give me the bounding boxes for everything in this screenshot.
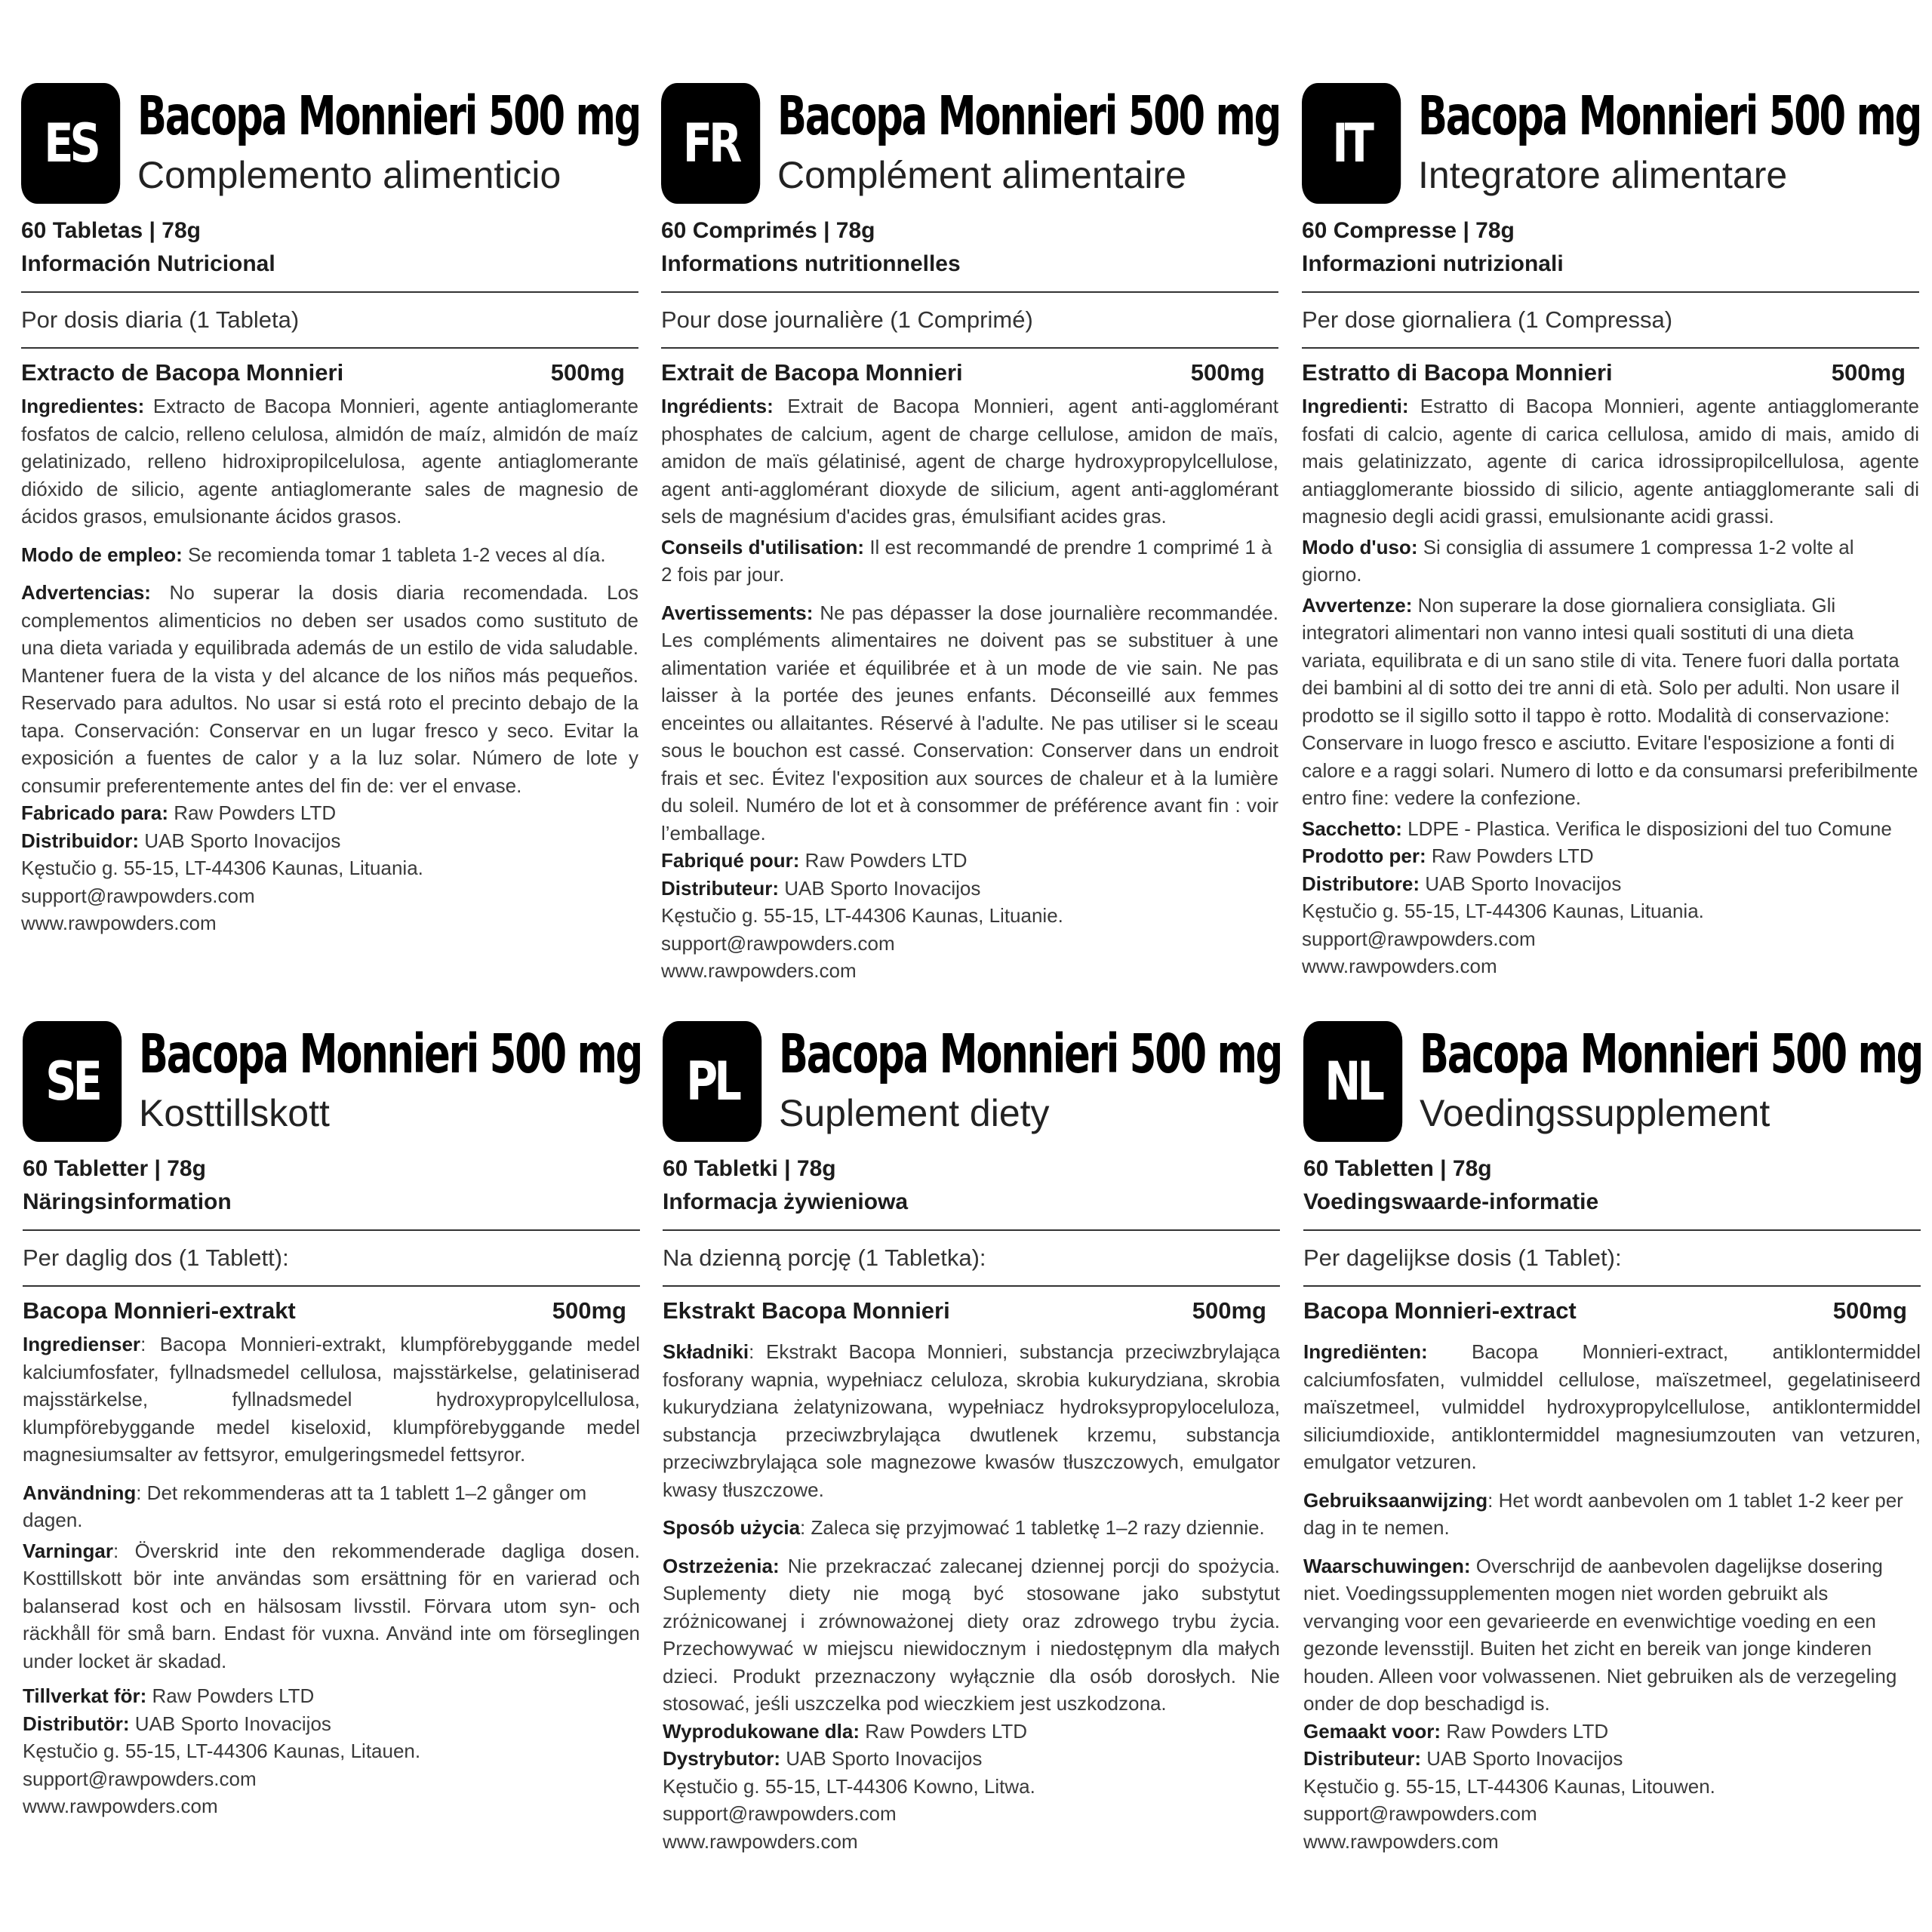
extract-row xyxy=(1303,1294,1921,1327)
nutrition-heading: Voedingswaarde-informatie xyxy=(1303,1189,1599,1214)
ingredients-text: : Ekstrakt Bacopa Monnieri, substancja przeciwzbrylająca fosforany wapnia, wypełniacz celuloza, skrobia kukurydziana, skrobia kukurydziana żelatynizowana, wypełniacz hydroksypropyloceluloza, substancja przeciwzbrylająca dwutlenek krzemu, substancja przeciwzbrylająca sole magnezowe kwasów tłuszczowych, emulgator kwasy tłuszczowe. xyxy=(663,1340,1280,1501)
extract-amount: 500mg xyxy=(1190,359,1265,386)
usage-label: Sposób użycia xyxy=(663,1516,801,1539)
divider xyxy=(661,291,1278,293)
warnings-text: : Överskrid inte den rekommenderade dagliga dosen. Kosttillskott bör inte användas som ersättning för en varierad och balanserad kost och en hälsosam livsstil. Förvara utom syn- och räckhåll för små barn. Endast för vuxna. Använd inte om förseglingen under locket är skadad. xyxy=(23,1539,640,1672)
panel-header xyxy=(23,1021,640,1143)
usage-section xyxy=(21,541,638,569)
distributor-label: Distributeur: xyxy=(1303,1747,1421,1770)
panel-header xyxy=(21,83,641,205)
warnings-text: Nie przekraczać zalecanej dziennej porcji do spożycia. Suplementy diety nie mogą być stosowane jako substytut zróżnicowanej i zrównoważonej diety oraz zdrowego trybu życia. Przechowywać w miejscu niewidocznym i niedostępnym dla małych dzieci. Produkt przeznaczony wyłącznie dla osób dorosłych. Nie stosować, jeśli uszczelka pod wieczkiem jest uszkodzona. xyxy=(663,1554,1280,1715)
product-title: Bacopa Monnieri 500 mg xyxy=(139,1023,642,1085)
nutrition-heading: Información Nutricional xyxy=(21,251,275,276)
package-count: 60 Compresse | 78g xyxy=(1302,218,1515,243)
company-info xyxy=(661,847,1278,985)
language-badge: SE xyxy=(23,1021,122,1142)
divider xyxy=(1302,347,1919,349)
extract-name: Bacopa Monnieri-extract xyxy=(1303,1297,1577,1324)
product-title: Bacopa Monnieri 500 mg xyxy=(137,85,641,147)
company-info xyxy=(1302,842,1919,980)
ingredients-text: Extracto de Bacopa Monnieri, agente antiaglomerante fosfatos de calcio, relleno celulosa, almidón de maíz, almidón de maíz gelatinizado, relleno hidroxipropilcelulosa, agente antiaglomerante dióxido de silicio, agente antiaglomerante sales de magnesio de ácidos grasos, emulsionante ácidos grasos. xyxy=(21,395,638,528)
made-for-label: Gemaakt voor: xyxy=(1303,1719,1441,1743)
usage-text: : Het wordt aanbevolen om 1 tablet 1-2 keer per dag in te nemen. xyxy=(1303,1488,1903,1539)
ingredients-label: Ingredienti: xyxy=(1302,395,1409,417)
dose-line: Pour dose journalière (1 Comprimé) xyxy=(661,306,1033,333)
distributor-label: Distribuidor: xyxy=(21,829,139,852)
product-subtitle: Voedingssupplement xyxy=(1420,1092,1770,1134)
distributor-line xyxy=(1302,870,1919,898)
ingredients-section xyxy=(663,1338,1280,1503)
extract-amount: 500mg xyxy=(1831,359,1906,386)
made-for-value: Raw Powders LTD xyxy=(865,1719,1028,1743)
distributor-value: UAB Sporto Inovacijos xyxy=(1426,1747,1623,1770)
ingredients-text: : Bacopa Monnieri-extrakt, klumpförebyggande medel kalciumfosfater, fyllnadsmedel cellulosa, majsstärkelse, gelatiniserad majsstärkelse, fyllnadsmedel hydroxypropylcellulosa, klumpförebyggande medel kiseloxid, klumpförebyggande medel magnesiumsalter av fettsyror, emulgeringsmedel fettsyror. xyxy=(23,1333,640,1466)
usage-label: Modo de empleo: xyxy=(21,543,183,566)
divider xyxy=(21,291,638,293)
warnings-label: Waarschuwingen: xyxy=(1303,1554,1471,1577)
extract-row xyxy=(661,356,1278,389)
distributor-value: UAB Sporto Inovacijos xyxy=(144,829,341,852)
dose-line: Na dzienną porcję (1 Tabletka): xyxy=(663,1244,986,1271)
warnings-label: Avertissements: xyxy=(661,601,814,624)
divider xyxy=(663,1229,1280,1231)
product-title: Bacopa Monnieri 500 mg xyxy=(1420,1023,1923,1085)
support-email: support@rawpowders.com xyxy=(661,931,895,955)
usage-text: Il est recommandé de prendre 1 comprimé 1 à 2 fois par jour. xyxy=(661,535,1272,586)
extract-amount: 500mg xyxy=(552,1297,626,1324)
package-count: 60 Tabletten | 78g xyxy=(1303,1156,1492,1181)
package-count: 60 Tabletas | 78g xyxy=(21,218,201,243)
warnings-text: Ne pas dépasser la dose journalière recommandée. Les compléments alimentaires ne doivent pas se substituer à une alimentation variée et équilibrée et à un mode de vie sain. Ne pas laisser à la portée des jeunes enfants. Déconseillé aux femmes enceintes ou allaitantes. Réservé à l'adulte. Ne pas utiliser si le sceau sous le bouchon est cassé. Conservation: Conserver dans un endroit frais et sec. Évitez l'exposition aux sources de chaleur et à la lumière du soleil. Numéro de lot et à consommer de préférence avant fin : voir l’emballage. xyxy=(661,601,1278,844)
made-for-label: Tillverkat för: xyxy=(23,1684,147,1707)
ingredients-label: Ingrédients: xyxy=(661,395,774,417)
usage-section xyxy=(23,1479,640,1534)
company-info xyxy=(663,1718,1280,1856)
divider xyxy=(23,1229,640,1231)
address: Kęstučio g. 55-15, LT-44306 Kaunas, Lituania. xyxy=(21,857,423,879)
product-subtitle: Complément alimentaire xyxy=(777,154,1186,196)
warnings-label: Avvertenze: xyxy=(1302,593,1413,617)
distributor-label: Distributör: xyxy=(23,1712,130,1735)
distributor-label: Distributore: xyxy=(1302,872,1420,895)
distributor-value: UAB Sporto Inovacijos xyxy=(134,1712,331,1735)
label-panel-nl xyxy=(1303,1021,1921,1855)
dose-line: Per daglig dos (1 Tablett): xyxy=(23,1244,289,1271)
made-for-label: Fabriqué pour: xyxy=(661,849,800,872)
made-for-label: Prodotto per: xyxy=(1302,844,1426,867)
distributor-value: UAB Sporto Inovacijos xyxy=(1425,872,1622,895)
distributor-line xyxy=(21,827,638,855)
extract-row xyxy=(663,1294,1280,1327)
made-for-value: Raw Powders LTD xyxy=(1446,1719,1609,1743)
made-for-line xyxy=(21,799,638,827)
divider xyxy=(23,1285,640,1287)
product-title: Bacopa Monnieri 500 mg xyxy=(1418,85,1921,147)
usage-text: Si consiglia di assumere 1 compressa 1-2 volte al giorno. xyxy=(1302,535,1854,586)
warnings-label: Ostrzeżenia: xyxy=(663,1554,780,1577)
product-title: Bacopa Monnieri 500 mg xyxy=(779,1023,1282,1085)
distributor-value: UAB Sporto Inovacijos xyxy=(786,1747,983,1770)
warnings-label: Varningar xyxy=(23,1539,113,1562)
warnings-section xyxy=(23,1537,640,1675)
made-for-line xyxy=(1303,1718,1921,1746)
label-panel-pl xyxy=(663,1021,1280,1855)
warnings-section xyxy=(661,599,1278,848)
usage-section xyxy=(661,534,1278,589)
usage-text: : Zaleca się przyjmować 1 tabletkę 1–2 razy dziennie. xyxy=(800,1516,1265,1539)
distributor-line xyxy=(1303,1745,1921,1773)
made-for-value: Raw Powders LTD xyxy=(174,801,337,824)
address: Kęstučio g. 55-15, LT-44306 Kaunas, Litouwen. xyxy=(1303,1774,1715,1798)
made-for-value: Raw Powders LTD xyxy=(804,849,968,872)
usage-label: Gebruiksaanwijzing xyxy=(1303,1488,1488,1512)
divider xyxy=(1303,1229,1921,1231)
address: Kęstučio g. 55-15, LT-44306 Kaunas, Litauen. xyxy=(23,1740,421,1762)
support-email: support@rawpowders.com xyxy=(1303,1802,1537,1825)
usage-text: Se recomienda tomar 1 tableta 1-2 veces al día. xyxy=(188,543,606,566)
made-for-line xyxy=(23,1682,640,1710)
ingredients-label: Ingredienser xyxy=(23,1333,141,1355)
ingredients-label: Ingredientes: xyxy=(21,395,145,417)
address: Kęstučio g. 55-15, LT-44306 Kowno, Litwa. xyxy=(663,1774,1035,1798)
company-info xyxy=(1303,1718,1921,1856)
made-for-line xyxy=(661,847,1278,875)
distributor-label: Dystrybutor: xyxy=(663,1747,781,1770)
distributor-value: UAB Sporto Inovacijos xyxy=(784,876,981,900)
usage-section xyxy=(1303,1487,1921,1542)
product-subtitle: Kosttillskott xyxy=(139,1092,330,1134)
extract-amount: 500mg xyxy=(1832,1297,1907,1324)
extract-name: Extrait de Bacopa Monnieri xyxy=(661,359,963,386)
extract-row xyxy=(21,356,638,389)
ingredients-text: Bacopa Monnieri-extract, antiklontermiddel calciumfosfaten, vulmiddel cellulose, maïszetmeel, gegelatiniseerd maïszetmeel, vulmiddel hydroxypropylcellulose, antiklontermiddel siliciumdioxide, antiklontermiddel magnesiumzouten van vetzuren, emulgator vetzuren. xyxy=(1303,1340,1921,1473)
website: www.rawpowders.com xyxy=(1303,1829,1499,1853)
ingredients-label: Ingrediënten: xyxy=(1303,1340,1428,1363)
support-email: support@rawpowders.com xyxy=(663,1802,897,1825)
language-badge: FR xyxy=(661,83,760,204)
ingredients-text: Estratto di Bacopa Monnieri, agente antiagglomerante fosfati di calcio, agente di carica cellulosa, amido di mais, amido di mais gelatinizzato, agente di carica idrossipropilcellulosa, agente antiagglomerante biossido di silicio, agente antiagglomerante sali di magnesio degli acidi grassi, emulsionante acidi grassi. xyxy=(1302,395,1920,528)
support-email: support@rawpowders.com xyxy=(21,884,255,907)
extract-name: Extracto de Bacopa Monnieri xyxy=(21,359,344,386)
divider xyxy=(1302,291,1919,293)
label-panel-fr xyxy=(661,83,1281,985)
website: www.rawpowders.com xyxy=(21,912,217,934)
support-email: support@rawpowders.com xyxy=(1302,927,1536,950)
made-for-label: Wyprodukowane dla: xyxy=(663,1719,860,1743)
product-subtitle: Suplement diety xyxy=(779,1092,1050,1134)
made-for-line xyxy=(663,1718,1280,1746)
warnings-section xyxy=(21,579,638,799)
distributor-line xyxy=(661,875,1278,903)
bag-text: LDPE - Plastica. Verifica le disposizioni del tuo Comune xyxy=(1407,817,1892,840)
language-badge: PL xyxy=(663,1021,761,1142)
dose-line: Per dose giornaliera (1 Compressa) xyxy=(1302,306,1673,333)
extract-name: Bacopa Monnieri-extrakt xyxy=(23,1297,296,1324)
warnings-section xyxy=(1302,592,1919,812)
extract-name: Ekstrakt Bacopa Monnieri xyxy=(663,1297,950,1324)
language-badge: ES xyxy=(21,83,120,204)
language-badge: NL xyxy=(1303,1021,1402,1142)
address: Kęstučio g. 55-15, LT-44306 Kaunas, Lituania. xyxy=(1302,900,1704,922)
made-for-line xyxy=(1302,842,1919,870)
label-panel-se xyxy=(23,1021,640,1820)
nutrition-heading: Näringsinformation xyxy=(23,1189,232,1214)
panel-header xyxy=(1302,83,1919,205)
ingredients-section xyxy=(1303,1338,1921,1476)
product-title: Bacopa Monnieri 500 mg xyxy=(777,85,1281,147)
ingredients-section xyxy=(23,1331,640,1469)
website: www.rawpowders.com xyxy=(663,1829,858,1853)
warnings-section xyxy=(663,1552,1280,1718)
panel-header xyxy=(663,1021,1280,1143)
usage-label: Conseils d'utilisation: xyxy=(661,535,865,558)
usage-text: : Det rekommenderas att ta 1 tablett 1–2 gånger om dagen. xyxy=(23,1481,587,1531)
extract-amount: 500mg xyxy=(550,359,625,386)
nutrition-heading: Informazioni nutrizionali xyxy=(1302,251,1564,276)
usage-label: Modo d'uso: xyxy=(1302,535,1418,558)
website: www.rawpowders.com xyxy=(1302,955,1497,977)
usage-section xyxy=(663,1514,1280,1542)
divider xyxy=(1303,1285,1921,1287)
label-panel-it xyxy=(1302,83,1919,980)
website: www.rawpowders.com xyxy=(661,959,857,982)
extract-row xyxy=(23,1294,640,1327)
support-email: support@rawpowders.com xyxy=(23,1767,257,1790)
usage-label: Användning xyxy=(23,1481,137,1504)
product-subtitle: Integratore alimentare xyxy=(1418,154,1788,196)
divider xyxy=(21,347,638,349)
ingredients-text: Extrait de Bacopa Monnieri, agent anti-agglomérant phosphates de calcium, agent de charge cellulose, amidon de maïs, amidon de maïs gélatinisé, agent de charge hydroxypropylcellulose, agent anti-agglomérant dioxyde de silicium, agent anti-agglomérant sels de magnésium d'acides gras, émulsifiant acides gras. xyxy=(661,395,1279,528)
divider xyxy=(663,1285,1280,1287)
extract-name: Estratto di Bacopa Monnieri xyxy=(1302,359,1613,386)
panel-header xyxy=(1303,1021,1921,1143)
made-for-value: Raw Powders LTD xyxy=(152,1684,315,1707)
extract-amount: 500mg xyxy=(1192,1297,1266,1324)
panel-header xyxy=(661,83,1281,205)
made-for-label: Fabricado para: xyxy=(21,801,169,824)
company-info xyxy=(21,799,638,937)
distributor-line xyxy=(663,1745,1280,1773)
dose-line: Por dosis diaria (1 Tableta) xyxy=(21,306,300,333)
website: www.rawpowders.com xyxy=(23,1795,218,1817)
label-panel-es xyxy=(21,83,641,937)
nutrition-heading: Informations nutritionnelles xyxy=(661,251,961,276)
ingredients-section xyxy=(21,392,638,531)
divider xyxy=(661,347,1278,349)
nutrition-heading: Informacja żywieniowa xyxy=(663,1189,909,1214)
ingredients-label: Składniki xyxy=(663,1340,749,1363)
warnings-label: Advertencias: xyxy=(21,581,151,604)
warnings-section xyxy=(1303,1552,1921,1718)
language-badge: IT xyxy=(1302,83,1401,204)
dose-line: Per dagelijkse dosis (1 Tablet): xyxy=(1303,1244,1622,1271)
usage-section xyxy=(1302,534,1919,589)
extract-row xyxy=(1302,356,1919,389)
distributor-line xyxy=(23,1710,640,1738)
warnings-text: No superar la dosis diaria recomendada. Los complementos alimenticios no deben ser usados como sustituto de una dieta variada y equilibrada además de un estilo de vida saludable. Mantener fuera de la vista y del alcance de los niños más pequeños. Reservado para adultos. No usar si está roto el precinto debajo de la tapa. Conservación: Conservar en un lugar fresco y seco. Evitar la exposición a fuentes de calor y a la luz solar. Número de lote y consumir preferentemente antes del fin de: ver el envase. xyxy=(21,581,638,797)
warnings-text: Non superare la dose giornaliera consigliata. Gli integratori alimentari non vanno intesi quali sostituti di una dieta variata, equilibrata e di un sano stile di vita. Tenere fuori dalla portata dei bambini al di sotto dei tre anni di età. Solo per adulti. Non usare il prodotto se il sigillo sotto il tappo è rotto. Modalità di conservazione: Conservare in luogo fresco e asciutto. Evitare l'esposizione a fonti di calore e a raggi solari. Numero di lotto e da consumarsi preferibilmente entro fine: vedere la confezione. xyxy=(1302,593,1918,809)
bag-label: Sacchetto: xyxy=(1302,817,1402,840)
warnings-text: Overschrijd de aanbevolen dagelijkse dosering niet. Voedingssupplementen mogen niet worden gebruikt als vervanging voor een gevarieerde en evenwichtige voeding en een gezonde levensstijl. Buiten het zicht en bereik van jonge kinderen houden. Alleen voor volwassenen. Niet gebruiken als de verzegeling onder de dop beschadigd is. xyxy=(1303,1554,1897,1715)
ingredients-section xyxy=(661,392,1278,531)
address: Kęstučio g. 55-15, LT-44306 Kaunas, Lituanie. xyxy=(661,904,1063,927)
bag-section xyxy=(1302,815,1919,843)
package-count: 60 Comprimés | 78g xyxy=(661,218,875,243)
package-count: 60 Tabletter | 78g xyxy=(23,1156,206,1181)
distributor-label: Distributeur: xyxy=(661,876,779,900)
ingredients-section xyxy=(1302,392,1919,531)
product-subtitle: Complemento alimenticio xyxy=(137,154,561,196)
made-for-value: Raw Powders LTD xyxy=(1431,844,1594,867)
company-info xyxy=(23,1682,640,1820)
package-count: 60 Tabletki | 78g xyxy=(663,1156,836,1181)
